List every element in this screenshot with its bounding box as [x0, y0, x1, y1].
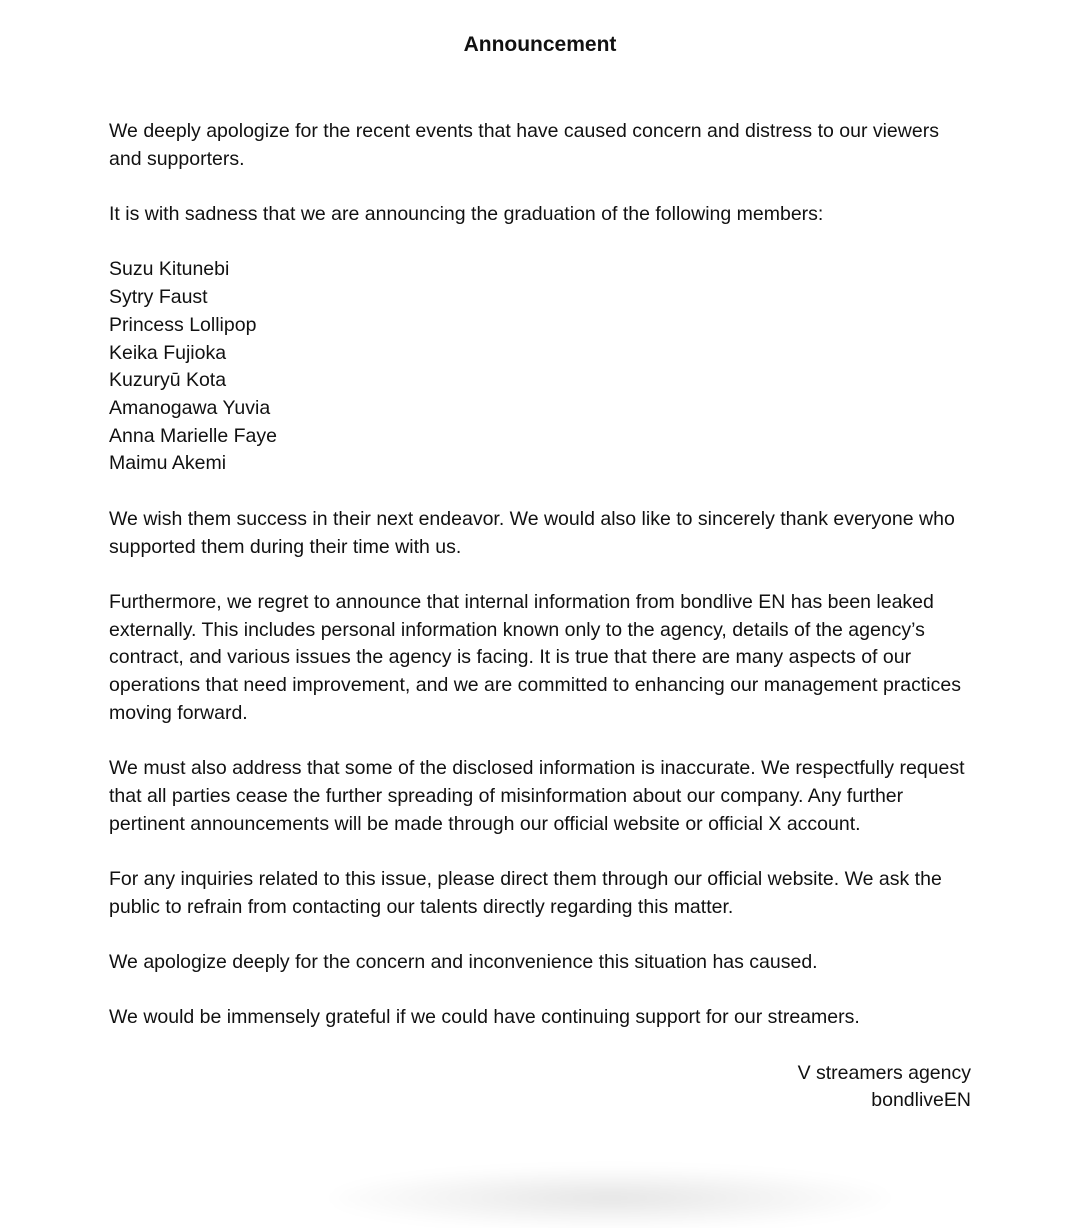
- list-item: Kuzuryū Kota: [109, 369, 227, 392]
- paragraph-leak-notice: Furthermore, we regret to announce that internal information from bondlive EN has been leaked externally. This includes personal information known only to the agency, details of the agency’s contract, and various issues the agency is facing. It is true that there are many aspects of our operations that need improvement, and we are committed to enhancing our management practices moving forward.: [109, 590, 961, 724]
- signature-line-agency: V streamers agency: [797, 1061, 971, 1084]
- list-item: Maimu Akemi: [109, 452, 227, 475]
- paragraph-misinformation: We must also address that some of the disclosed information is inaccurate. We respectfully request that all parties cease the further spreading of misinformation about our company. Any further pertinent announcements will be made through our official website or official X account.: [109, 757, 965, 835]
- list-item: Sytry Faust: [109, 286, 208, 309]
- member-list: [109, 256, 971, 478]
- paragraph-inquiries: For any inquiries related to this issue, please direct them through our official website. We ask the public to refrain from contacting our talents directly regarding this matter.: [109, 867, 942, 918]
- list-item: Amanogawa Yuvia: [109, 397, 271, 419]
- paragraph-well-wishes: We wish them success in their next endeavor. We would also like to sincerely thank everyone who supported them during their time with us.: [109, 507, 955, 558]
- signature-line-brand: bondliveEN: [871, 1089, 971, 1112]
- list-item: Princess Lollipop: [109, 313, 257, 336]
- paragraph-graduation-intro: It is with sadness that we are announcing the graduation of the following members:: [109, 203, 824, 226]
- page-bottom-shadow: [330, 1168, 890, 1228]
- list-item: Keika Fujioka: [109, 341, 227, 364]
- document: [109, 30, 971, 1115]
- paragraph-support-request: We would be immensely grateful if we could have continuing support for our streamers.: [109, 1006, 860, 1029]
- paragraph-apology: We deeply apologize for the recent events that have caused concern and distress to our viewers and supporters.: [109, 120, 939, 170]
- signature-block: [109, 1060, 971, 1115]
- paragraph-apology-closing: We apologize deeply for the concern and inconvenience this situation has caused.: [109, 950, 818, 973]
- list-item: Anna Marielle Faye: [109, 424, 277, 447]
- document-title: Announcement: [463, 33, 617, 56]
- list-item: Suzu Kitunebi: [109, 258, 230, 281]
